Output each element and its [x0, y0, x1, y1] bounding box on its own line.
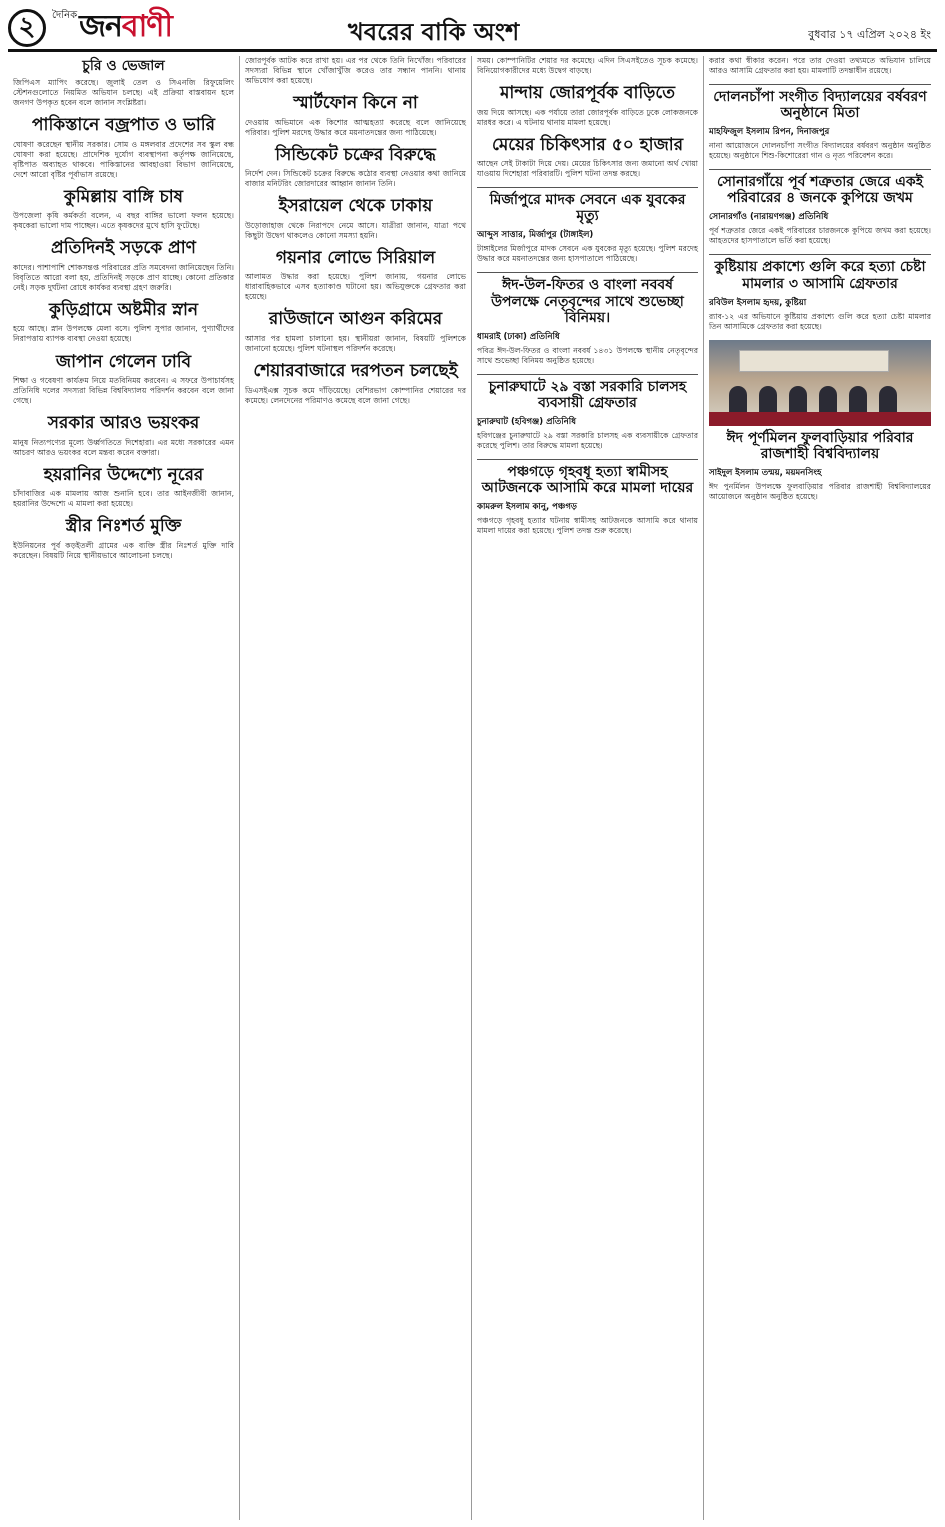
story-headline: স্ত্রীর নিঃশর্ত মুক্তি — [65, 516, 182, 537]
story — [245, 146, 466, 190]
brand-logo — [52, 2, 172, 53]
story-body: টাঙ্গাইলের মির্জাপুরে মাদক সেবনে এক যুবকের মৃত্যু হয়েছে। পুলিশ মরদেহ উদ্ধার করে ময়নাতদন্তের জন্য হাসপাতালে পাঠিয়েছে। — [477, 244, 698, 264]
story — [709, 89, 931, 161]
story-body: নির্দেশ দেন। সিন্ডিকেট চক্রের বিরুদ্ধে কঠোর ব্যবস্থা নেওয়ার কথা জানিয়ে বাজার মনিটরিং জোরদারের আহ্বান জানান তিনি। — [245, 169, 466, 189]
story-headline: চুনারুঘাটে ২৯ বস্তা সরকারি চালসহ ব্যবসায়ী গ্রেফতার — [488, 378, 687, 411]
story-headline: কুড়িগ্রামে অষ্টমীর স্নান — [48, 299, 199, 320]
story-headline: কুমিল্লায় বাঙ্গি চাষ — [63, 186, 184, 207]
story-body: মানুষ নিত্যপণ্যের মূল্যে উর্ধ্বগতিতে দিশেহারা। এর মধ্যে সরকারের এমন আচরণ আরও ভয়ংকর বলে মন্তব্য করেন বক্তারা। — [13, 437, 234, 457]
column-4 — [704, 56, 936, 1520]
story — [477, 379, 698, 451]
story-body: আছেন সেই টাকাটা দিয়ে দেয়। মেয়ের চিকিৎসার জন্য জমানো অর্থ খোয়া যাওয়ায় দিশেহারা পরিবারটি। পুলিশ ঘটনা তদন্ত করছে। — [477, 159, 698, 179]
story-body: সময়। কোম্পানিটির শেয়ার দর কমেছে। এদিন সিএসইতেও সূচক কমেছে। বিনিয়োগকারীদের মধ্যে উদ্বেগ বাড়ছে। — [477, 56, 698, 76]
column-3 — [472, 56, 704, 1520]
story-body: জয় দিয়ে আসছে। এক পর্যায়ে তারা জোরপূর্বক বাড়িতে ঢুকে লোকজনকে মারধর করে। এ ঘটনায় থানায় মামলা হয়েছে। — [477, 107, 698, 127]
divider — [477, 187, 698, 188]
story-body: দেওয়ায় অভিমানে এক কিশোর আত্মহত্যা করেছে বলে জানিয়েছে পরিবার। পুলিশ মরদেহ উদ্ধার করে ময়নাতদন্তের জন্য পাঠিয়েছে। — [245, 117, 466, 137]
story — [13, 466, 234, 510]
story-headline: সোনারগাঁয়ে পূর্ব শত্রুতার জেরে একই পরিবারের ৪ জনকে কুপিয়ে জখম — [716, 174, 924, 207]
story-headline: ঈদ পূর্ণমিলন ফুলবাড়িয়ার পরিবার রাজশাহী বিশ্ববিদ্যালয় — [726, 429, 914, 462]
event-photo — [709, 340, 931, 426]
story-byline: চুনারুঘাট (হবিগঞ্জ) প্রতিনিধি — [477, 416, 576, 427]
story-body: নানা আয়োজনে দোলনচাঁপা সংগীত বিদ্যালয়ের বর্ষবরণ অনুষ্ঠান অনুষ্ঠিত হয়েছে। অনুষ্ঠানে শিশু-কিশোরেরা গান ও নৃত্য পরিবেশন করে। — [709, 141, 931, 161]
story-body: পূর্ব শত্রুতার জেরে একই পরিবারের চারজনকে কুপিয়ে জখম করা হয়েছে। আহতদের হাসপাতালে ভর্তি করা হয়েছে। — [709, 226, 931, 246]
story-byline: ধামরাই (ঢাকা) প্রতিনিধি — [477, 331, 560, 342]
story-headline: পঞ্চগড়ে গৃহবধূ হত্যা স্বামীসহ আটজনকে আসামি করে মামলা দায়ের — [481, 463, 694, 497]
story-body: পঞ্চগড়ে গৃহবধূ হত্যার ঘটনায় স্বামীসহ আটজনকে আসামি করে থানায় মামলা দায়ের করা হয়েছে। পুলিশ তদন্ত শুরু করেছে। — [477, 516, 698, 536]
divider — [709, 84, 931, 85]
story-byline: সোনারগাঁও (নারায়ণগঞ্জ) প্রতিনিধি — [709, 212, 829, 223]
story-body: উপজেলা কৃষি কর্মকর্তা বলেন, এ বছর বাঙ্গির ভালো ফলন হয়েছে। কৃষকেরা ভালো দাম পাচ্ছেন। এতে কৃষকদের মুখে হাসি ফুটেছে। — [13, 211, 234, 231]
section-title: খবরের বাকি অংশ — [348, 18, 520, 46]
story-body: ঘোষণা করেছেন স্থানীয় সরকার। সোম ও মঙ্গলবার প্রদেশের সব স্কুল বন্ধ ঘোষণা করা হয়েছে। প্রাদেশিক দুর্যোগ ব্যবস্থাপনা কর্তৃপক্ষ জানিয়েছে, বৃষ্টিপাত অব্যাহত থাকবে। পাকিস্তানের আবহাওয়া বিভাগ জানিয়েছে, দেশে আরো বৃষ্টির পূর্বাভাস রয়েছে। — [13, 139, 234, 179]
story-body: আসার পর হামলা চালানো হয়। স্থানীয়রা জানান, বিষয়টি পুলিশকে জানানো হয়েছে। পুলিশ ঘটনাস্থল পরিদর্শন করেছে। — [245, 333, 466, 353]
story-body: জিপিএস ম্যাপিং করেছে। জুলাই তেল ও সিএনজি রিফুয়েলিং স্টেশনগুলোতে নিয়মিত অভিযান চলছে। এই প্রক্রিয়া বাস্তবায়ন হলে জনগণ উপকৃত হবেন বলে জানান সংশ্লিষ্টরা। — [13, 78, 234, 108]
story — [245, 310, 466, 354]
story — [13, 188, 234, 232]
story — [13, 353, 234, 407]
story-byline: সাইদুল ইসলাম তন্ময়, ময়মনসিংহ — [709, 467, 822, 478]
divider — [477, 459, 698, 460]
story — [245, 197, 466, 241]
story-headline: পাকিস্তানে বজ্রপাত ও ভারি — [31, 115, 216, 136]
story — [709, 174, 931, 246]
story-headline: রাউজানে আগুন করিমের — [268, 309, 443, 330]
stage-banner — [739, 350, 889, 372]
story-body: আলামত উদ্ধার করা হয়েছে। পুলিশ জানায়, গয়নার লোভে ধারাবাহিকভাবে এসব হত্যাকাণ্ড ঘটানো হয়। অভিযুক্তকে গ্রেফতার করা হয়েছে। — [245, 272, 466, 302]
story-headline: চুরি ও ভেজাল — [82, 58, 165, 74]
columns — [8, 56, 937, 1520]
story-headline: জাপান গেলেন ঢাবি — [55, 351, 192, 372]
story-body: হবিগঞ্জের চুনারুঘাটে ২৯ বস্তা সরকারি চালসহ এক ব্যবসায়ীকে গ্রেফতার করেছে পুলিশ। তার বিরুদ্ধে মামলা হয়েছে। — [477, 430, 698, 450]
story — [13, 239, 234, 293]
story-byline: কামরুল ইসলাম কানু, পঞ্চগড় — [477, 502, 577, 513]
page-number: ২ — [8, 9, 46, 47]
story — [709, 259, 931, 331]
story-body: হয়ে আছে। স্নান উপলক্ষে মেলা বসে। পুলিশ সুপার জানান, পুণ্যার্থীদের নিরাপত্তায় ব্যাপক ব্যবস্থা নেওয়া হয়েছে। — [13, 324, 234, 344]
story — [13, 116, 234, 180]
divider — [709, 254, 931, 255]
story — [477, 136, 698, 180]
head-table — [709, 412, 931, 426]
divider — [477, 272, 698, 273]
story-headline: ইসরায়েল থেকে ঢাকায় — [278, 196, 433, 217]
story-body: পবিত্র ঈদ-উল-ফিতর ও বাংলা নববর্ষ ১৪৩১ উপলক্ষে স্থানীয় নেতৃবৃন্দের সাথে শুভেচ্ছা বিনিময় অনুষ্ঠিত হয়েছে। — [477, 345, 698, 365]
story-body: ইউনিয়নের পূর্ব কড়ইতলী গ্রামের এক ব্যক্তি স্ত্রীর নিঃশর্ত মুক্তি দাবি করেছেন। বিষয়টি নিয়ে স্থানীয়ভাবে আলোচনা চলছে। — [13, 540, 234, 560]
story — [477, 277, 698, 365]
story — [477, 192, 698, 264]
story-headline: দোলনচাঁপা সংগীত বিদ্যালয়ের বর্ষবরণ অনুষ্ঠানে মিতা — [713, 89, 927, 122]
story-headline: সিন্ডিকেট চক্রের বিরুদ্ধে — [275, 144, 436, 165]
column-2 — [240, 56, 472, 1520]
story-headline: মির্জাপুরে মাদক সেবনে এক যুবকের মৃত্যু — [489, 192, 686, 225]
story-body: চাঁদাবাজির এক মামলায় আজ শুনানি হবে। তার আইনজীবী জানান, হয়রানির উদ্দেশ্যে এ মামলা করা হয়েছে। — [13, 489, 234, 509]
story — [13, 517, 234, 561]
story — [477, 84, 698, 128]
column-1 — [8, 56, 240, 1520]
story — [13, 414, 234, 458]
story — [13, 58, 234, 108]
story-body: র‌্যাব-১২ এর অভিযানে কুষ্টিয়ায় প্রকাশ্যে গুলি করে হত্যা চেষ্টা মামলার তিন আসামিকে গ্রেফতার করা হয়েছে। — [709, 311, 931, 331]
brand-name-part2: বাণী — [121, 9, 172, 44]
story — [477, 464, 698, 536]
story-body: শিক্ষা ও গবেষণা কার্যক্রম নিয়ে মতবিনিময় করবেন। এ সফরে উপাচার্যসহ প্রতিনিধি দলের সদস্যরা বিভিন্ন বিশ্ববিদ্যালয় পরিদর্শন করবেন বলে জানা গেছে। — [13, 376, 234, 406]
masthead — [8, 6, 937, 52]
brand-name-part1: জন — [79, 9, 122, 44]
story-headline: স্মার্টফোন কিনে না — [293, 93, 418, 114]
story-body: উড়োজাহাজ থেকে নিরাপদে নেমে আসে। যাত্রীরা জানান, যাত্রা পথে কিছুটা উদ্বেগ থাকলেও কোনো সমস্যা হয়নি। — [245, 220, 466, 240]
story-headline: হয়রানির উদ্দেশ্যে নূরের — [43, 464, 204, 485]
story-headline: প্রতিদিনই সড়কে প্রাণ — [51, 238, 196, 259]
story-body: করার কথা স্বীকার করেন। পরে তার দেওয়া তথ্যমতে অভিযান চালিয়ে আরও আসামি গ্রেফতার করা হয়। মামলাটি তদন্তাধীন রয়েছে। — [709, 56, 931, 76]
story-body: ঈদ পুনর্মিলন উপলক্ষে ফুলবাড়িয়ার পরিবার রাজশাহী বিশ্ববিদ্যালয়ের আয়োজনে অনুষ্ঠান অনুষ্ঠিত হয়েছে। — [709, 481, 931, 501]
story — [245, 362, 466, 406]
divider — [477, 374, 698, 375]
story-byline: আব্দুস সাত্তার, মির্জাপুর (টাঙ্গাইল) — [477, 230, 594, 241]
story — [709, 430, 931, 502]
brand-name — [79, 2, 172, 53]
story-headline: কুষ্টিয়ায় প্রকাশ্যে গুলি করে হত্যা চেষ্টা মামলার ৩ আসামি গ্রেফতার — [714, 259, 926, 292]
story-headline: সরকার আরও ভয়ংকর — [47, 413, 200, 434]
issue-date: বুধবার ১৭ এপ্রিল ২০২৪ ইং — [808, 28, 931, 41]
story — [245, 56, 466, 86]
story — [245, 94, 466, 138]
story — [477, 56, 698, 76]
brand-prefix: দৈনিক — [52, 10, 78, 21]
story-headline: মান্দায় জোরপূর্বক বাড়িতে — [499, 83, 676, 104]
divider — [709, 169, 931, 170]
story-byline: মাহফিজুল ইসলাম রিপন, দিনাজপুর — [709, 127, 830, 138]
story-headline: মেয়ের চিকিৎসার ৫০ হাজার — [491, 134, 684, 155]
story-headline: গয়নার লোভে সিরিয়াল — [275, 247, 436, 268]
story-body: জোরপূর্বক আটক করে রাখা হয়। এর পর থেকে তিনি নিখোঁজ। পরিবারের সদস্যরা বিভিন্ন স্থানে খোঁজাখুঁজি করেও তার সন্ধান পাননি। থানায় অভিযোগ করা হয়েছে। — [245, 56, 466, 86]
story-body: কাদের। পাশাপাশি শোকসন্তপ্ত পরিবারের প্রতি সমবেদনা জানিয়েছেন তিনি। বিবৃতিতে আরো বলা হয়, প্রতিদিনই সড়কে প্রাণ যাচ্ছে। কোনো প্রতিকার নেই। সড়ক দুর্ঘটনা রোধে কার্যকর ব্যবস্থা গ্রহণ জরুরি। — [13, 262, 234, 292]
story-headline: শেয়ারবাজারে দরপতন চলছেই — [253, 360, 458, 381]
story-headline: ঈদ-উল-ফিতর ও বাংলা নববর্ষ উপলক্ষে নেতৃবৃন্দের সাথে শুভেচ্ছা বিনিময়। — [491, 277, 684, 326]
story — [709, 56, 931, 76]
story — [13, 301, 234, 345]
story — [245, 249, 466, 303]
story-byline: রবিউল ইসলাম হৃদয়, কুষ্টিয়া — [709, 297, 807, 308]
story-body: ডিএসইএক্স সূচক কমে দাঁড়িয়েছে। বেশিরভাগ কোম্পানির শেয়ারের দর কমেছে। লেনদেনের পরিমাণও কমেছে বলে জানা গেছে। — [245, 385, 466, 405]
